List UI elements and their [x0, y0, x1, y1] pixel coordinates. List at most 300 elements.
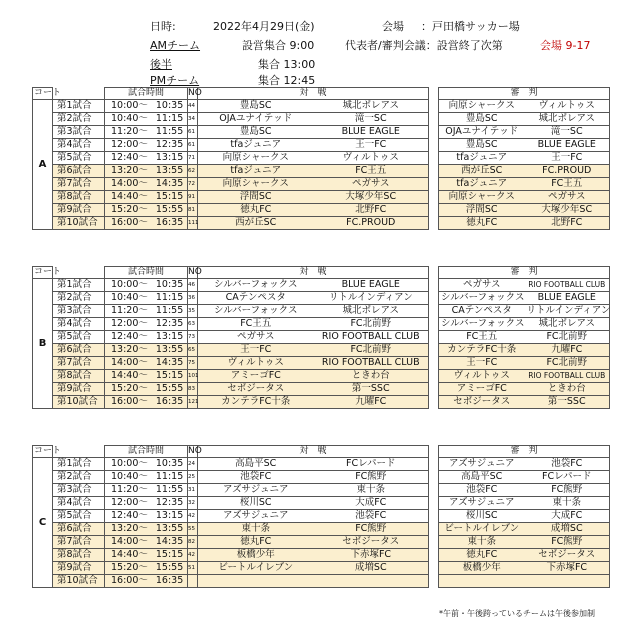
match-no: 82 — [188, 536, 198, 549]
match-header: 対 戦 — [198, 446, 429, 458]
home-team: セボジータス — [198, 383, 314, 396]
referee-team-1: 豊島SC — [439, 139, 525, 152]
referee-row — [439, 383, 610, 396]
home-team: アズサジュニア — [198, 510, 314, 523]
referee-row — [439, 305, 610, 318]
referee-row — [439, 178, 610, 191]
end-time: 12:35 — [155, 139, 184, 150]
game-time — [105, 204, 188, 217]
referee-team-1: 豊島SC — [439, 113, 525, 126]
referee-team-1: 板橋少年 — [439, 562, 525, 575]
court-a-schedule-table — [32, 87, 429, 230]
end-time: 15:55 — [155, 383, 184, 394]
referee-row — [439, 575, 610, 588]
referee-row — [439, 536, 610, 549]
referee-row — [439, 396, 610, 409]
game-time — [105, 344, 188, 357]
match-no: 75 — [188, 357, 198, 370]
referee-row — [439, 126, 610, 139]
game-number: 第10試合 — [53, 396, 105, 409]
match-row — [33, 562, 429, 575]
referee-team-2: セボジータス — [525, 549, 610, 562]
end-time: 11:15 — [155, 113, 184, 124]
referee-team-2: ヴィルトゥス — [525, 100, 610, 113]
end-time: 14:35 — [155, 536, 184, 547]
home-team: 豊島SC — [198, 100, 314, 113]
match-row — [33, 165, 429, 178]
end-time: 16:35 — [155, 217, 184, 228]
match-row — [33, 178, 429, 191]
match-no: 35 — [188, 305, 198, 318]
home-team: 浮間SC — [198, 191, 314, 204]
referee-header: 審 判 — [439, 88, 610, 100]
game-time — [105, 396, 188, 409]
referee-team-2: FC王五 — [525, 178, 610, 191]
match-no: 42 — [188, 549, 198, 562]
game-time — [105, 383, 188, 396]
referee-team-1: 西が丘SC — [439, 165, 525, 178]
match-no: 73 — [188, 331, 198, 344]
referee-team-1: アミーゴFC — [439, 383, 525, 396]
away-team: 東十条 — [314, 484, 429, 497]
match-no: 36 — [188, 292, 198, 305]
match-no: 51 — [188, 562, 198, 575]
referee-team-1: FC王五 — [439, 331, 525, 344]
referee-team-1: 王一FC — [439, 357, 525, 370]
away-team: 池袋FC — [314, 510, 429, 523]
referee-team-1: CAテンペスタ — [439, 305, 525, 318]
court-header: コート — [34, 267, 62, 277]
home-team: 王一FC — [198, 344, 314, 357]
no-header: NO — [188, 267, 202, 277]
game-time — [105, 318, 188, 331]
game-number: 第2試合 — [53, 113, 105, 126]
referee-row — [439, 204, 610, 217]
match-no: 63 — [188, 318, 198, 331]
referee-team-1: 浮間SC — [439, 204, 525, 217]
referee-team-2: RIO FOOTBALL CLUB — [525, 370, 610, 383]
referee-team-2: ペガサス — [525, 191, 610, 204]
start-time: 14:00～ — [111, 357, 148, 368]
court-name: A — [33, 100, 53, 230]
game-time — [105, 497, 188, 510]
match-row — [33, 536, 429, 549]
end-time: 11:55 — [155, 305, 184, 316]
game-time — [105, 217, 188, 230]
game-number: 第3試合 — [53, 126, 105, 139]
start-time: 14:40～ — [111, 191, 148, 202]
game-time — [105, 357, 188, 370]
home-team: CAテンペスタ — [198, 292, 314, 305]
referee-team-1: OJAユナイテッド — [439, 126, 525, 139]
referee-team-1: アズサジュニア — [439, 497, 525, 510]
end-time: 12:35 — [155, 497, 184, 508]
end-time: 11:55 — [155, 484, 184, 495]
game-number: 第9試合 — [53, 562, 105, 575]
referee-row — [439, 344, 610, 357]
referee-row — [439, 318, 610, 331]
court-header: コート — [34, 88, 62, 98]
referee-row — [439, 279, 610, 292]
referee-team-2: FC熊野 — [525, 484, 610, 497]
referee-team-2: RIO FOOTBALL CLUB — [525, 279, 610, 292]
referee-row — [439, 471, 610, 484]
game-number: 第1試合 — [53, 100, 105, 113]
referee-team-2: FC北前野 — [525, 357, 610, 370]
match-no: 72 — [188, 178, 198, 191]
start-time: 15:20～ — [111, 383, 148, 394]
referee-team-2: 大塚少年SC — [525, 204, 610, 217]
referee-row — [439, 562, 610, 575]
away-team: 九曜FC — [314, 396, 429, 409]
away-team: 大成FC — [314, 497, 429, 510]
referee-team-2: 九曜FC — [525, 344, 610, 357]
game-time — [105, 191, 188, 204]
game-number: 第4試合 — [53, 318, 105, 331]
referee-row — [439, 549, 610, 562]
match-row — [33, 100, 429, 113]
game-time — [105, 562, 188, 575]
game-time — [105, 152, 188, 165]
away-team: FCレパード — [314, 458, 429, 471]
home-team: 東十条 — [198, 523, 314, 536]
referee-row — [439, 100, 610, 113]
game-number: 第4試合 — [53, 139, 105, 152]
representative-meeting: 代表者/審判会議：設営終了次第 — [345, 39, 503, 52]
away-team: 城北ボレアス — [314, 305, 429, 318]
match-row — [33, 357, 429, 370]
date-label: 日時: — [150, 20, 176, 33]
home-team: ビートルイレブン — [198, 562, 314, 575]
match-no: 121 — [188, 396, 198, 409]
away-team: セボジータス — [314, 536, 429, 549]
match-row — [33, 458, 429, 471]
game-number: 第5試合 — [53, 152, 105, 165]
court-b-schedule-table — [32, 266, 429, 409]
home-team: シルバーフォックス — [198, 279, 314, 292]
away-team: BLUE EAGLE — [314, 279, 429, 292]
pm-time: 集合 12:45 — [258, 74, 316, 87]
start-time: 12:00～ — [111, 139, 148, 150]
match-no: 91 — [188, 191, 198, 204]
court-name: C — [33, 458, 53, 588]
match-row — [33, 523, 429, 536]
venue-hours-note: 会場 9-17 — [540, 39, 591, 52]
referee-row — [439, 510, 610, 523]
match-no: 46 — [188, 279, 198, 292]
game-number: 第8試合 — [53, 191, 105, 204]
match-row — [33, 471, 429, 484]
game-time — [105, 458, 188, 471]
end-time: 14:35 — [155, 178, 184, 189]
referee-team-1: ヴィルトゥス — [439, 370, 525, 383]
referee-team-2: BLUE EAGLE — [525, 292, 610, 305]
home-team: 徳丸FC — [198, 204, 314, 217]
referee-team-2: 王一FC — [525, 152, 610, 165]
end-time: 14:35 — [155, 357, 184, 368]
time-header: 試合時間 — [105, 446, 188, 458]
game-time — [105, 100, 188, 113]
referee-team-2: 東十条 — [525, 497, 610, 510]
match-no: 44 — [188, 100, 198, 113]
end-time: 10:35 — [155, 279, 184, 290]
match-no: 81 — [188, 204, 198, 217]
game-number: 第10試合 — [53, 575, 105, 588]
referee-row — [439, 113, 610, 126]
end-time: 15:15 — [155, 549, 184, 560]
game-time — [105, 139, 188, 152]
referee-row — [439, 523, 610, 536]
court-c-referee-table — [438, 445, 610, 588]
am-setup-time: 設営集合 9:00 — [242, 39, 315, 52]
start-time: 10:00～ — [111, 279, 148, 290]
end-time: 16:35 — [155, 396, 184, 407]
start-time: 12:40～ — [111, 152, 148, 163]
match-no: 62 — [188, 165, 198, 178]
start-time: 10:00～ — [111, 100, 148, 111]
away-team — [314, 575, 429, 588]
referee-header: 審 判 — [439, 446, 610, 458]
start-time: 10:00～ — [111, 458, 148, 469]
home-team: 向原シャークス — [198, 152, 314, 165]
game-number: 第2試合 — [53, 471, 105, 484]
start-time: 14:40～ — [111, 549, 148, 560]
time-header: 試合時間 — [105, 88, 188, 100]
match-row — [33, 292, 429, 305]
referee-team-1: 向原シャークス — [439, 100, 525, 113]
game-time — [105, 471, 188, 484]
game-time — [105, 575, 188, 588]
start-time: 13:20～ — [111, 344, 148, 355]
late-half-label: 後半 — [150, 58, 172, 71]
referee-team-2: 下赤塚FC — [525, 562, 610, 575]
start-time: 12:00～ — [111, 497, 148, 508]
referee-team-1: 池袋FC — [439, 484, 525, 497]
game-number: 第6試合 — [53, 523, 105, 536]
match-row — [33, 191, 429, 204]
away-team: 王一FC — [314, 139, 429, 152]
start-time: 10:40～ — [111, 471, 148, 482]
referee-row — [439, 331, 610, 344]
referee-row — [439, 152, 610, 165]
referee-team-2: 成増SC — [525, 523, 610, 536]
match-row — [33, 318, 429, 331]
away-team: 下赤塚FC — [314, 549, 429, 562]
referee-team-1: ビートルイレブン — [439, 523, 525, 536]
referee-team-2: 城北ボレアス — [525, 318, 610, 331]
game-number: 第1試合 — [53, 458, 105, 471]
game-number: 第10試合 — [53, 217, 105, 230]
home-team: 桜川SC — [198, 497, 314, 510]
start-time: 12:00～ — [111, 318, 148, 329]
match-row — [33, 510, 429, 523]
match-row — [33, 279, 429, 292]
match-no: 71 — [188, 152, 198, 165]
home-team: 池袋FC — [198, 471, 314, 484]
start-time: 11:20～ — [111, 305, 148, 316]
game-number: 第8試合 — [53, 370, 105, 383]
referee-team-2: BLUE EAGLE — [525, 139, 610, 152]
game-number: 第2試合 — [53, 292, 105, 305]
game-time — [105, 279, 188, 292]
referee-team-2: FC北前野 — [525, 331, 610, 344]
referee-team-2: 大成FC — [525, 510, 610, 523]
referee-team-2: 滝一SC — [525, 126, 610, 139]
home-team: OJAユナイテッド — [198, 113, 314, 126]
away-team: FC北前野 — [314, 318, 429, 331]
referee-row — [439, 458, 610, 471]
home-team: ペガサス — [198, 331, 314, 344]
end-time: 10:35 — [155, 458, 184, 469]
venue-label: 会場 — [382, 20, 404, 33]
referee-team-1: 徳丸FC — [439, 549, 525, 562]
home-team: 向原シャークス — [198, 178, 314, 191]
match-no: 101 — [188, 370, 198, 383]
referee-row — [439, 191, 610, 204]
match-no — [188, 575, 198, 588]
referee-team-1 — [439, 575, 525, 588]
game-number: 第7試合 — [53, 536, 105, 549]
away-team: ときわ台 — [314, 370, 429, 383]
home-team: 板橋少年 — [198, 549, 314, 562]
game-time — [105, 126, 188, 139]
end-time: 11:55 — [155, 126, 184, 137]
start-time: 13:20～ — [111, 523, 148, 534]
game-time — [105, 523, 188, 536]
match-row — [33, 331, 429, 344]
start-time: 12:40～ — [111, 331, 148, 342]
court-header: コート — [34, 446, 62, 456]
referee-team-2: 城北ボレアス — [525, 113, 610, 126]
match-row — [33, 549, 429, 562]
start-time: 13:20～ — [111, 165, 148, 176]
referee-team-2 — [525, 575, 610, 588]
referee-team-1: 東十条 — [439, 536, 525, 549]
start-time: 14:40～ — [111, 370, 148, 381]
match-row — [33, 126, 429, 139]
no-header: NO — [188, 446, 202, 456]
referee-row — [439, 484, 610, 497]
match-row — [33, 396, 429, 409]
match-no: 24 — [188, 458, 198, 471]
match-header: 対 戦 — [198, 88, 429, 100]
home-team: tfaジュニア — [198, 139, 314, 152]
game-time — [105, 370, 188, 383]
game-number: 第3試合 — [53, 484, 105, 497]
end-time: 15:55 — [155, 562, 184, 573]
game-time — [105, 178, 188, 191]
match-row — [33, 204, 429, 217]
game-number: 第8試合 — [53, 549, 105, 562]
match-no: 61 — [188, 139, 198, 152]
away-team: 第一SSC — [314, 383, 429, 396]
home-team: ヴィルトゥス — [198, 357, 314, 370]
home-team: 高島平SC — [198, 458, 314, 471]
away-team: FC王五 — [314, 165, 429, 178]
game-number: 第6試合 — [53, 344, 105, 357]
referee-team-1: アズサジュニア — [439, 458, 525, 471]
end-time: 11:15 — [155, 292, 184, 303]
away-team: FC熊野 — [314, 471, 429, 484]
start-time: 10:40～ — [111, 113, 148, 124]
away-team: 城北ボレアス — [314, 100, 429, 113]
am-team-label: AMチーム — [150, 39, 201, 52]
match-row — [33, 152, 429, 165]
match-no: 61 — [188, 126, 198, 139]
match-no: 65 — [188, 344, 198, 357]
referee-team-1: 高島平SC — [439, 471, 525, 484]
away-team: ペガサス — [314, 178, 429, 191]
referee-row — [439, 165, 610, 178]
match-row — [33, 383, 429, 396]
end-time: 16:35 — [155, 575, 184, 586]
end-time: 15:15 — [155, 370, 184, 381]
court-name: B — [33, 279, 53, 409]
end-time: 13:55 — [155, 165, 184, 176]
referee-team-2: 北野FC — [525, 217, 610, 230]
away-team: 成増SC — [314, 562, 429, 575]
home-team: カンテラFC十条 — [198, 396, 314, 409]
home-team: アズサジュニア — [198, 484, 314, 497]
end-time: 11:15 — [155, 471, 184, 482]
away-team: ヴィルトゥス — [314, 152, 429, 165]
referee-team-2: 第一SSC — [525, 396, 610, 409]
home-team: 徳丸FC — [198, 536, 314, 549]
game-time — [105, 113, 188, 126]
away-team: RIO FOOTBALL CLUB — [314, 357, 429, 370]
game-number: 第4試合 — [53, 497, 105, 510]
referee-row — [439, 292, 610, 305]
referee-team-2: FCレパード — [525, 471, 610, 484]
game-time — [105, 536, 188, 549]
match-row — [33, 139, 429, 152]
time-header: 試合時間 — [105, 267, 188, 279]
start-time: 14:00～ — [111, 178, 148, 189]
referee-team-1: tfaジュニア — [439, 178, 525, 191]
end-time: 12:35 — [155, 318, 184, 329]
home-team: 西が丘SC — [198, 217, 314, 230]
match-no: 32 — [188, 497, 198, 510]
referee-row — [439, 139, 610, 152]
referee-row — [439, 217, 610, 230]
away-team: FC.PROUD — [314, 217, 429, 230]
court-b-referee-table — [438, 266, 610, 409]
match-no: 111 — [188, 217, 198, 230]
away-team: FC北前野 — [314, 344, 429, 357]
game-number: 第9試合 — [53, 383, 105, 396]
start-time: 11:20～ — [111, 484, 148, 495]
start-time: 15:20～ — [111, 204, 148, 215]
pm-team-label: PMチーム — [150, 74, 200, 87]
court-c-schedule-table — [32, 445, 429, 588]
referee-team-2: FC.PROUD — [525, 165, 610, 178]
referee-team-2: FC熊野 — [525, 536, 610, 549]
start-time: 16:00～ — [111, 575, 148, 586]
footnote: *午前・午後跨っているチームは午後参加制 — [439, 609, 595, 618]
game-number: 第1試合 — [53, 279, 105, 292]
match-row — [33, 370, 429, 383]
home-team: FC王五 — [198, 318, 314, 331]
game-number: 第6試合 — [53, 165, 105, 178]
start-time: 16:00～ — [111, 217, 148, 228]
game-time — [105, 165, 188, 178]
match-row — [33, 497, 429, 510]
end-time: 13:15 — [155, 152, 184, 163]
start-time: 11:20～ — [111, 126, 148, 137]
game-number: 第7試合 — [53, 178, 105, 191]
game-number: 第9試合 — [53, 204, 105, 217]
court-a-referee-table — [438, 87, 610, 230]
